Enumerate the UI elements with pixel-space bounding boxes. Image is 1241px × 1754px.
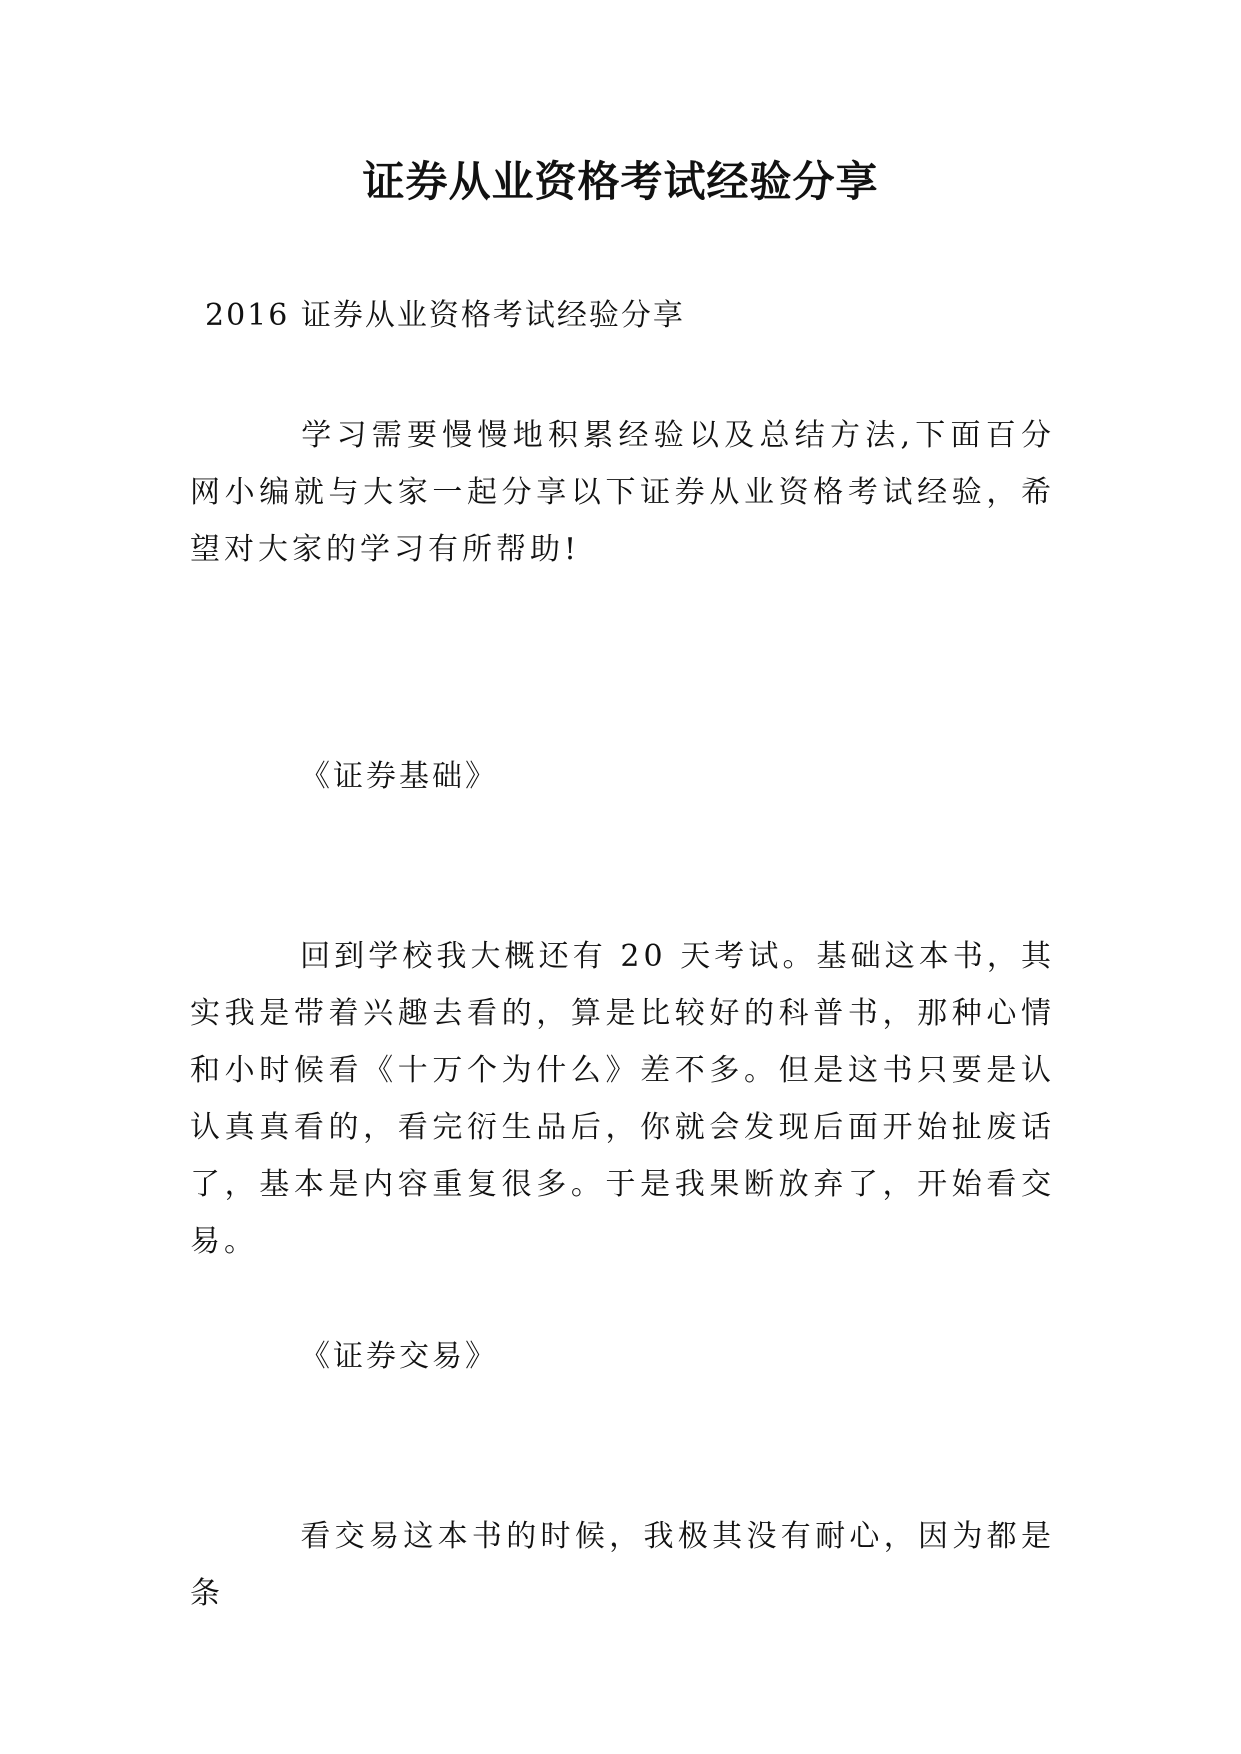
document-title: 证券从业资格考试经验分享 (362, 157, 879, 206)
section-heading-trade: 《证券交易》 (300, 1339, 498, 1374)
section-heading-basic: 《证券基础》 (300, 759, 498, 794)
trade-text: 看交易这本书的时候，我极其没有耐心，因为都是条 (190, 1519, 1055, 1611)
basic-text: 回到学校我大概还有 20 天考试。基础这本书，其实我是带着兴趣去看的，算是比较好的科普书，那种心情和小时候看《十万个为什么》差不多。但是这书只要是认认真真看的，看完衍生品后，你就会发现后面开始扯废话了，基本是内容重复很多。于是我果断放弃了，开始看交易。 (190, 939, 1055, 1259)
trade-paragraph (190, 1508, 1055, 1622)
intro-paragraph (190, 407, 1055, 578)
basic-paragraph (190, 928, 1055, 1270)
intro-text: 学习需要慢慢地积累经验以及总结方法,下面百分网小编就与大家一起分享以下证券从业资格考试经验，希望对大家的学习有所帮助! (190, 418, 1055, 567)
document-subtitle: 2016 证券从业资格考试经验分享 (205, 298, 685, 333)
